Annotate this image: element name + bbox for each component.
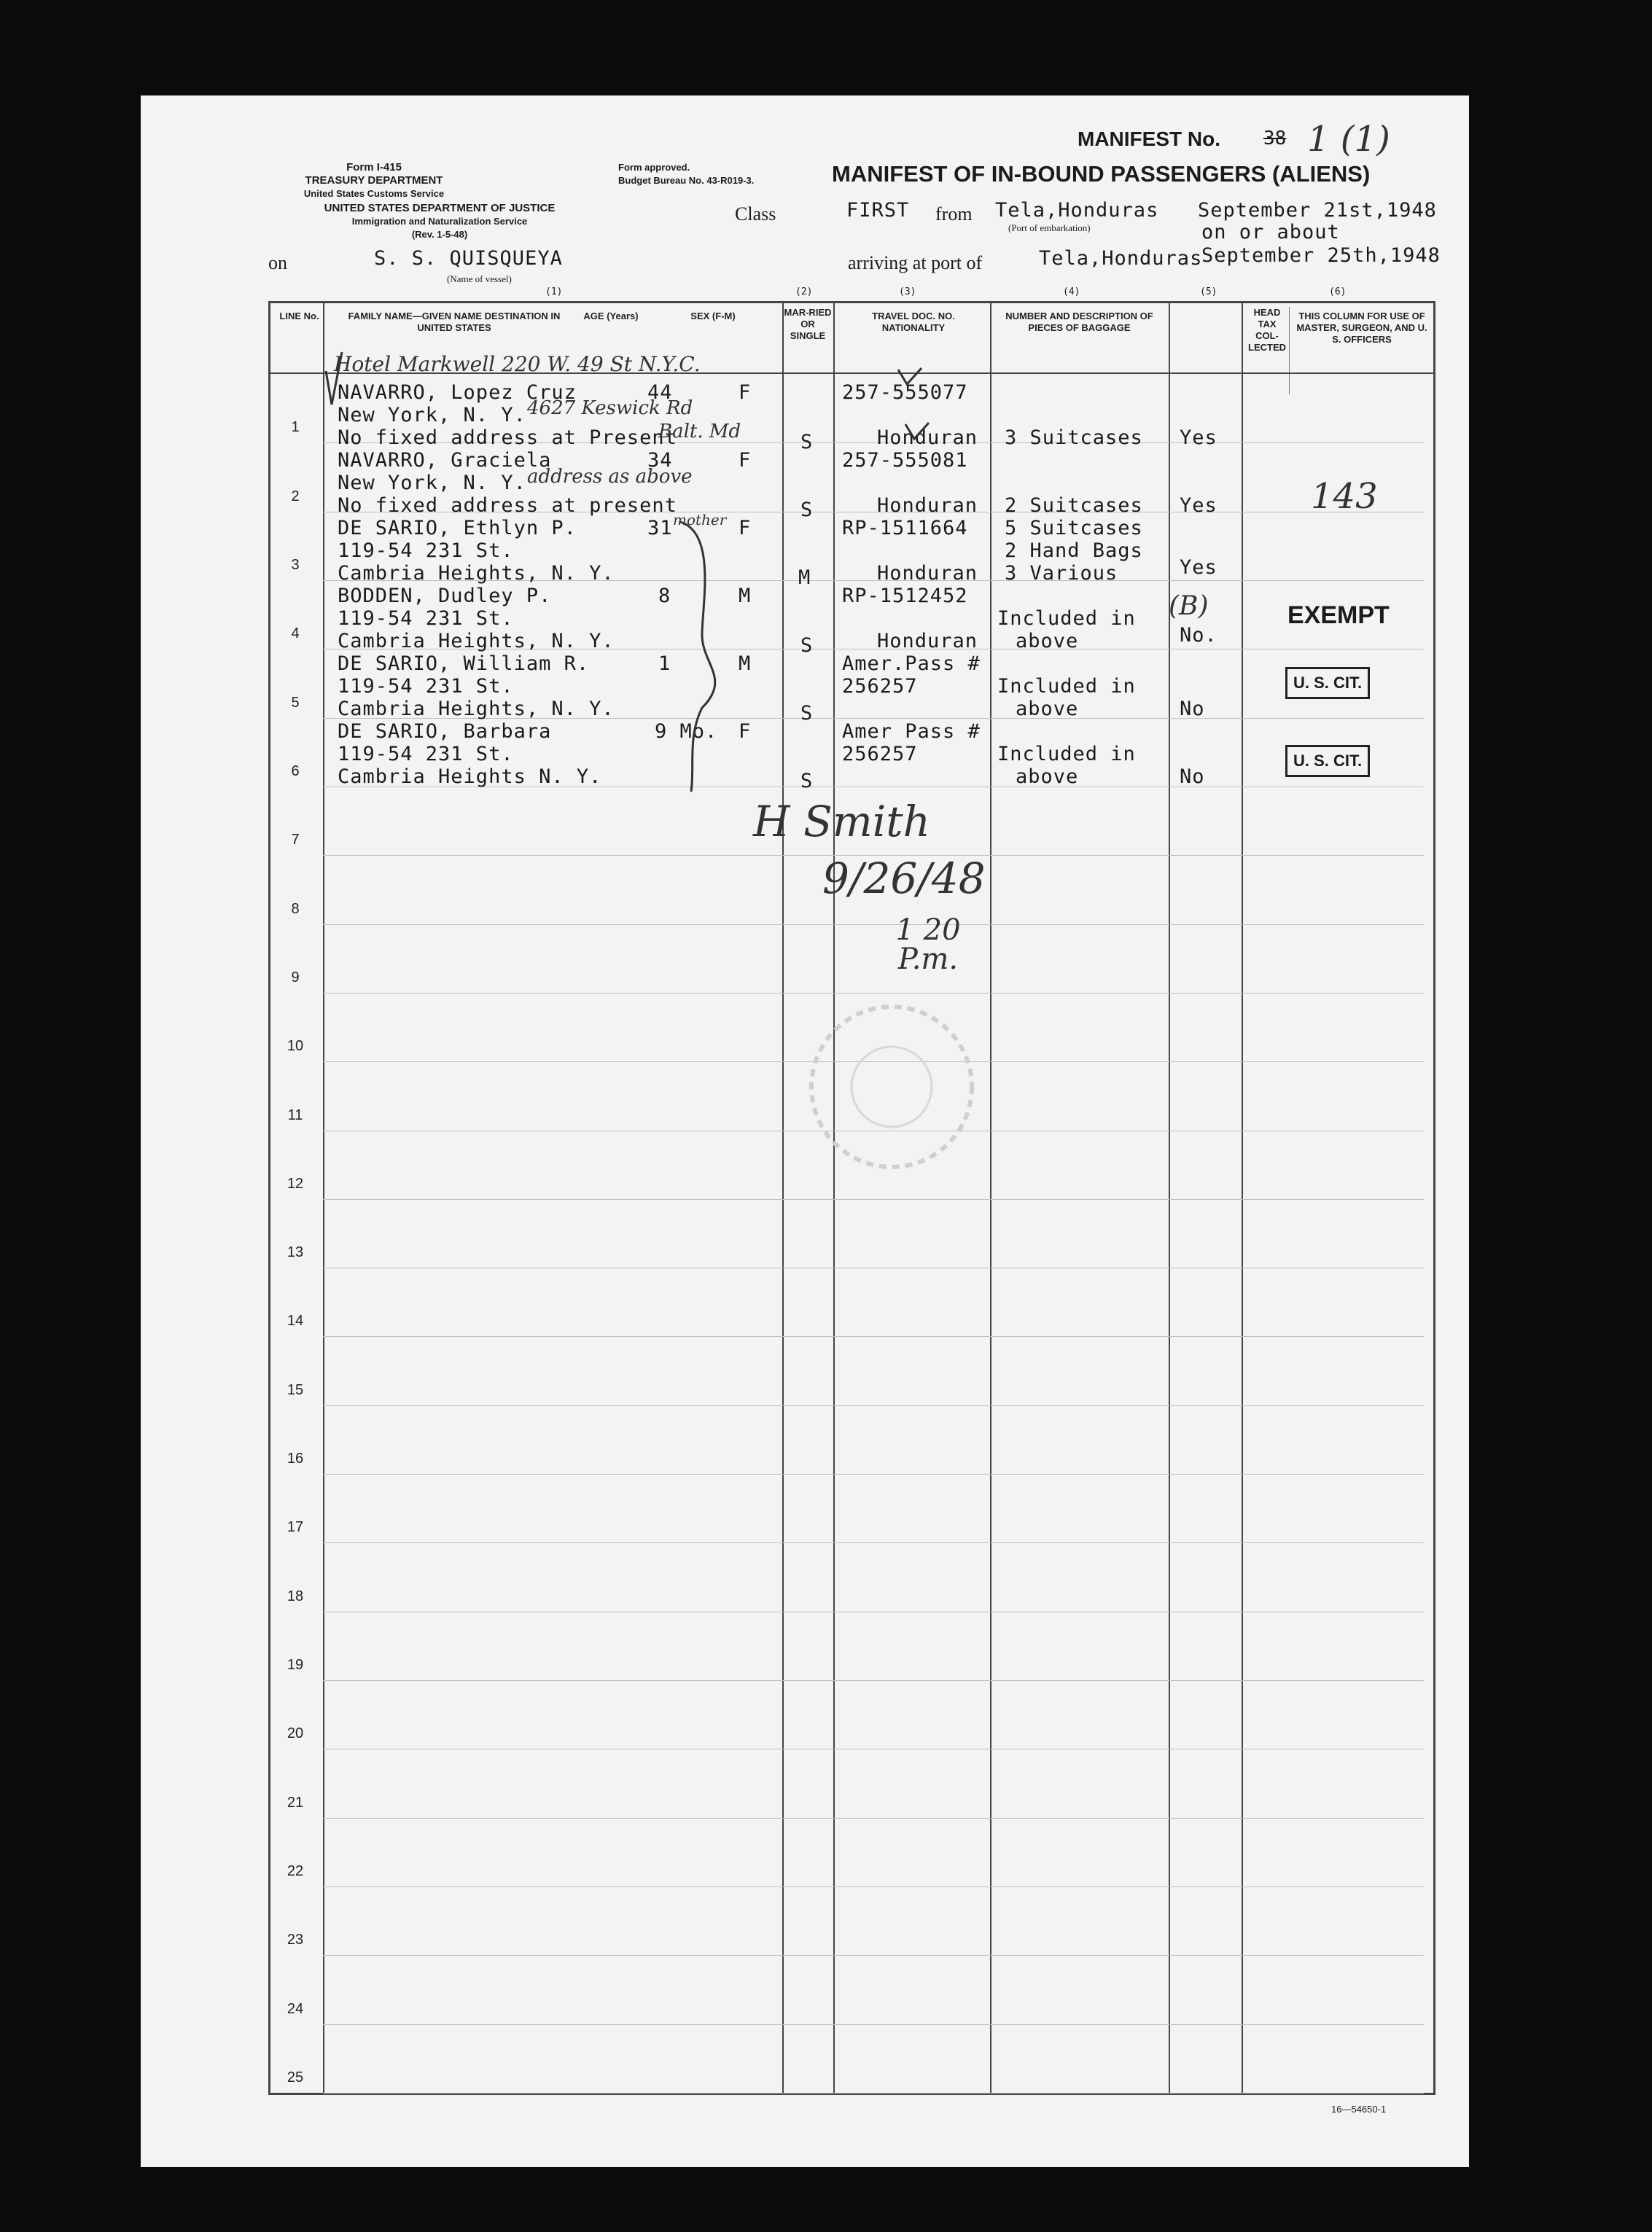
header-age: AGE (Years) bbox=[583, 311, 639, 321]
hand-city-1: Balt. Md bbox=[658, 421, 741, 442]
line-number: 20 bbox=[287, 1725, 304, 1742]
exempt-stamp: EXEMPT bbox=[1287, 601, 1390, 629]
entry-baggage-3b: 2 Hand Bags bbox=[1005, 539, 1143, 562]
entry-nationality-1: Honduran bbox=[877, 426, 978, 449]
hand-b-mark: (B) bbox=[1169, 591, 1209, 621]
line-number: 12 bbox=[287, 1175, 304, 1192]
entry-age-5: 1 bbox=[658, 652, 671, 675]
check-mark-icon bbox=[903, 420, 932, 442]
class-value: FIRST bbox=[846, 199, 910, 222]
entry-dest-6: 119-54 231 St. bbox=[338, 743, 514, 765]
line-number: 2 bbox=[291, 488, 300, 504]
entry-baggage-4a: Included in bbox=[997, 607, 1136, 630]
row-rule bbox=[323, 1199, 1424, 1200]
header-line-no: LINE No. bbox=[279, 311, 319, 321]
line-number: 5 bbox=[291, 694, 300, 711]
entry-sex-6: F bbox=[739, 720, 752, 743]
entry-baggage-3a: 5 Suitcases bbox=[1005, 517, 1143, 539]
row-rule bbox=[323, 2093, 1424, 2094]
line-number: 10 bbox=[287, 1038, 304, 1055]
row-rule bbox=[323, 2024, 1424, 2025]
row-rule bbox=[323, 1474, 1424, 1475]
line-number: 16 bbox=[287, 1451, 304, 1467]
row-rule bbox=[323, 1542, 1424, 1543]
entry-baggage-2: 2 Suitcases bbox=[1005, 494, 1143, 517]
row-rule bbox=[323, 1818, 1424, 1819]
inspection-time: 1 20 P.m. bbox=[895, 913, 961, 976]
col-num-2: (2) bbox=[795, 286, 813, 297]
entry-age-3: 31 bbox=[647, 517, 673, 539]
entry-status-2: S bbox=[800, 499, 814, 521]
col-num-6: (6) bbox=[1329, 286, 1347, 297]
entry-tax-2: Yes bbox=[1180, 494, 1217, 517]
entry-sex-1: F bbox=[739, 381, 752, 404]
entry-doc-6a: Amer Pass # bbox=[842, 720, 981, 743]
entry-city-3: Cambria Heights, N. Y. bbox=[338, 562, 615, 585]
line-number: 9 bbox=[291, 969, 300, 986]
entry-baggage-6a: Included in bbox=[997, 743, 1136, 765]
col-num-5: (5) bbox=[1200, 286, 1217, 297]
on-label: on bbox=[268, 252, 287, 273]
entry-sex-2: F bbox=[739, 449, 752, 472]
entry-status-6: S bbox=[800, 770, 814, 792]
hand-mother-note: mother bbox=[673, 511, 727, 528]
family-bracket bbox=[673, 518, 739, 795]
col-num-1: (1) bbox=[545, 286, 563, 297]
entry-dest-4: 119-54 231 St. bbox=[338, 607, 514, 630]
entry-age-1: 44 bbox=[647, 381, 673, 404]
row-rule bbox=[323, 1680, 1424, 1681]
header-name: FAMILY NAME—GIVEN NAME DESTINATION IN UNITED STATES bbox=[348, 311, 561, 333]
footer-code: 16—54650-1 bbox=[1331, 2104, 1387, 2115]
line-number: 3 bbox=[291, 556, 300, 573]
entry-baggage-3c: 3 Various bbox=[1005, 562, 1118, 585]
line-number: 25 bbox=[287, 2069, 304, 2085]
entry-baggage-6b: above bbox=[1016, 765, 1079, 788]
header-head-tax: HEAD TAX COL-LECTED bbox=[1248, 307, 1286, 353]
entry-name-5: DE SARIO, William R. bbox=[338, 652, 590, 675]
entry-tax-1: Yes bbox=[1180, 426, 1217, 449]
departure-date: September 21st,1948 bbox=[1198, 199, 1437, 222]
entry-dest-5: 119-54 231 St. bbox=[338, 675, 514, 698]
entry-name-1: NAVARRO, Lopez Cruz bbox=[338, 381, 577, 404]
hand-address-2: address as above bbox=[527, 466, 693, 488]
manifest-title: MANIFEST OF IN-BOUND PASSENGERS (ALIENS) bbox=[832, 161, 1371, 187]
row-rule bbox=[323, 1336, 1424, 1337]
us-citizen-stamp: U. S. CIT. bbox=[1285, 667, 1370, 699]
vessel-name: S. S. QUISQUEYA bbox=[374, 247, 563, 270]
header-travel-doc: TRAVEL DOC. NO. NATIONALITY bbox=[872, 311, 955, 333]
line-number: 17 bbox=[287, 1519, 304, 1536]
entry-nationality-2: Honduran bbox=[877, 494, 978, 517]
form-approved: Form approved. bbox=[618, 162, 690, 173]
entry-name-3: DE SARIO, Ethlyn P. bbox=[338, 517, 577, 539]
line-number: 4 bbox=[291, 625, 300, 642]
entry-age-4: 8 bbox=[658, 585, 671, 607]
budget-bureau: Budget Bureau No. 43-R019-3. bbox=[618, 175, 755, 186]
line-number: 13 bbox=[287, 1244, 304, 1261]
entry-tax-4: No. bbox=[1180, 624, 1217, 647]
arrival-port: Tela,Honduras bbox=[1039, 247, 1203, 270]
line-number: 19 bbox=[287, 1657, 304, 1674]
line-number: 14 bbox=[287, 1313, 304, 1330]
entry-doc-1: 257-555077 bbox=[842, 381, 968, 404]
form-dept-block bbox=[265, 161, 483, 200]
revision: (Rev. 1-5-48) bbox=[411, 229, 468, 240]
hand-hotel-address: Hotel Markwell 220 W. 49 St N.Y.C. bbox=[334, 352, 701, 376]
col-num-3: (3) bbox=[899, 286, 916, 297]
entry-name-6: DE SARIO, Barbara bbox=[338, 720, 552, 743]
hand-address-1: 4627 Keswick Rd bbox=[527, 397, 693, 419]
entry-tax-6: No bbox=[1180, 765, 1205, 788]
line-number: 7 bbox=[291, 832, 300, 848]
entry-age-2: 34 bbox=[647, 449, 673, 472]
entry-status-5: S bbox=[800, 702, 814, 725]
entry-sex-5: M bbox=[739, 652, 752, 675]
entry-city-5: Cambria Heights, N. Y. bbox=[338, 698, 615, 720]
entry-name-2: NAVARRO, Graciela bbox=[338, 449, 552, 472]
entry-city-6: Cambria Heights N. Y. bbox=[338, 765, 602, 788]
row-rule bbox=[323, 1955, 1424, 1956]
entry-city-4: Cambria Heights, N. Y. bbox=[338, 630, 615, 652]
entry-doc-5b: 256257 bbox=[842, 675, 918, 698]
line-number: 18 bbox=[287, 1588, 304, 1604]
port-embarkation: Tela,Honduras bbox=[995, 199, 1159, 222]
entry-sex-4: M bbox=[739, 585, 752, 607]
header-baggage: NUMBER AND DESCRIPTION OF PIECES OF BAGGAGE bbox=[1005, 311, 1153, 333]
treasury-dept: TREASURY DEPARTMENT bbox=[305, 174, 443, 187]
entry-baggage-5a: Included in bbox=[997, 675, 1136, 698]
entry-baggage-5b: above bbox=[1016, 698, 1079, 720]
on-or-about: on or about bbox=[1201, 221, 1340, 243]
entry-doc-5a: Amer.Pass # bbox=[842, 652, 981, 675]
entry-doc-3: RP-1511664 bbox=[842, 517, 968, 539]
header-officers: THIS COLUMN FOR USE OF MASTER, SURGEON, AND U. S. OFFICERS bbox=[1296, 311, 1427, 345]
entry-status-4: S bbox=[800, 634, 814, 657]
line-number: 21 bbox=[287, 1794, 304, 1811]
manifest-number-hand: 1 (1) bbox=[1307, 119, 1390, 160]
entry-sex-3: F bbox=[739, 517, 752, 539]
line-number: 6 bbox=[291, 762, 300, 779]
entry-dest-3: 119-54 231 St. bbox=[338, 539, 514, 562]
check-mark-icon bbox=[895, 365, 924, 387]
line-number: 15 bbox=[287, 1381, 304, 1398]
check-mark-icon bbox=[323, 349, 345, 407]
entry-tax-5: No bbox=[1180, 698, 1205, 720]
from-label: from bbox=[935, 203, 973, 225]
row-rule bbox=[323, 1405, 1424, 1406]
row-rule bbox=[323, 924, 1424, 925]
customs-service: United States Customs Service bbox=[303, 188, 445, 199]
entry-dest-1: New York, N. Y. bbox=[338, 404, 526, 426]
entry-doc-6b: 256257 bbox=[842, 743, 918, 765]
header-married: MAR-RIED OR SINGLE bbox=[784, 307, 832, 341]
line-number: 8 bbox=[291, 900, 300, 917]
entry-baggage-4b: above bbox=[1016, 630, 1079, 652]
line-number: 1 bbox=[291, 419, 300, 436]
entry-dest-2: New York, N. Y. bbox=[338, 472, 526, 494]
faint-postmark-stamp bbox=[797, 992, 986, 1182]
vessel-name-caption: (Name of vessel) bbox=[447, 273, 512, 284]
manifest-number-old: 38 bbox=[1263, 128, 1287, 149]
approval-block bbox=[618, 161, 754, 187]
manifest-sheet bbox=[141, 95, 1469, 2167]
row-rule bbox=[323, 1886, 1424, 1887]
entry-age-6: 9 Mo. bbox=[655, 720, 718, 743]
line-number: 22 bbox=[287, 1863, 304, 1880]
header-sex: SEX (F-M) bbox=[690, 311, 736, 321]
ins-service: Immigration and Naturalization Service bbox=[351, 216, 528, 227]
entry-tax-3: Yes bbox=[1180, 556, 1217, 579]
us-citizen-stamp: U. S. CIT. bbox=[1285, 745, 1370, 777]
entry-doc-2: 257-555081 bbox=[842, 449, 968, 472]
entry-baggage-1: 3 Suitcases bbox=[1005, 426, 1143, 449]
hand-number-143: 143 bbox=[1311, 476, 1378, 517]
justice-block bbox=[265, 202, 615, 241]
port-embarkation-caption: (Port of embarkation) bbox=[1008, 222, 1091, 233]
manifest-number-label: MANIFEST No. bbox=[1078, 128, 1220, 150]
entry-status-3: M bbox=[798, 566, 811, 589]
arrival-date: September 25th,1948 bbox=[1201, 244, 1441, 267]
entry-address-2: No fixed address at present bbox=[338, 494, 677, 517]
line-number: 11 bbox=[287, 1107, 303, 1123]
justice-dept: UNITED STATES DEPARTMENT OF JUSTICE bbox=[324, 202, 556, 214]
line-number: 24 bbox=[287, 2000, 304, 2017]
entry-name-4: BODDEN, Dudley P. bbox=[338, 585, 552, 607]
entry-doc-4: RP-1512452 bbox=[842, 585, 968, 607]
entry-nationality-4: Honduran bbox=[877, 630, 978, 652]
col-num-4: (4) bbox=[1063, 286, 1080, 297]
class-label: Class bbox=[735, 203, 776, 225]
inspection-date: 9/26/48 bbox=[822, 854, 986, 903]
arriving-label: arriving at port of bbox=[848, 252, 983, 273]
entry-status-1: S bbox=[800, 431, 814, 453]
entry-nationality-3: Honduran bbox=[877, 562, 978, 585]
line-number: 23 bbox=[287, 1932, 304, 1948]
form-number: Form I-415 bbox=[346, 161, 402, 173]
inspector-signature: H Smith bbox=[753, 797, 930, 846]
entry-address-1: No fixed address at Present bbox=[338, 426, 677, 449]
